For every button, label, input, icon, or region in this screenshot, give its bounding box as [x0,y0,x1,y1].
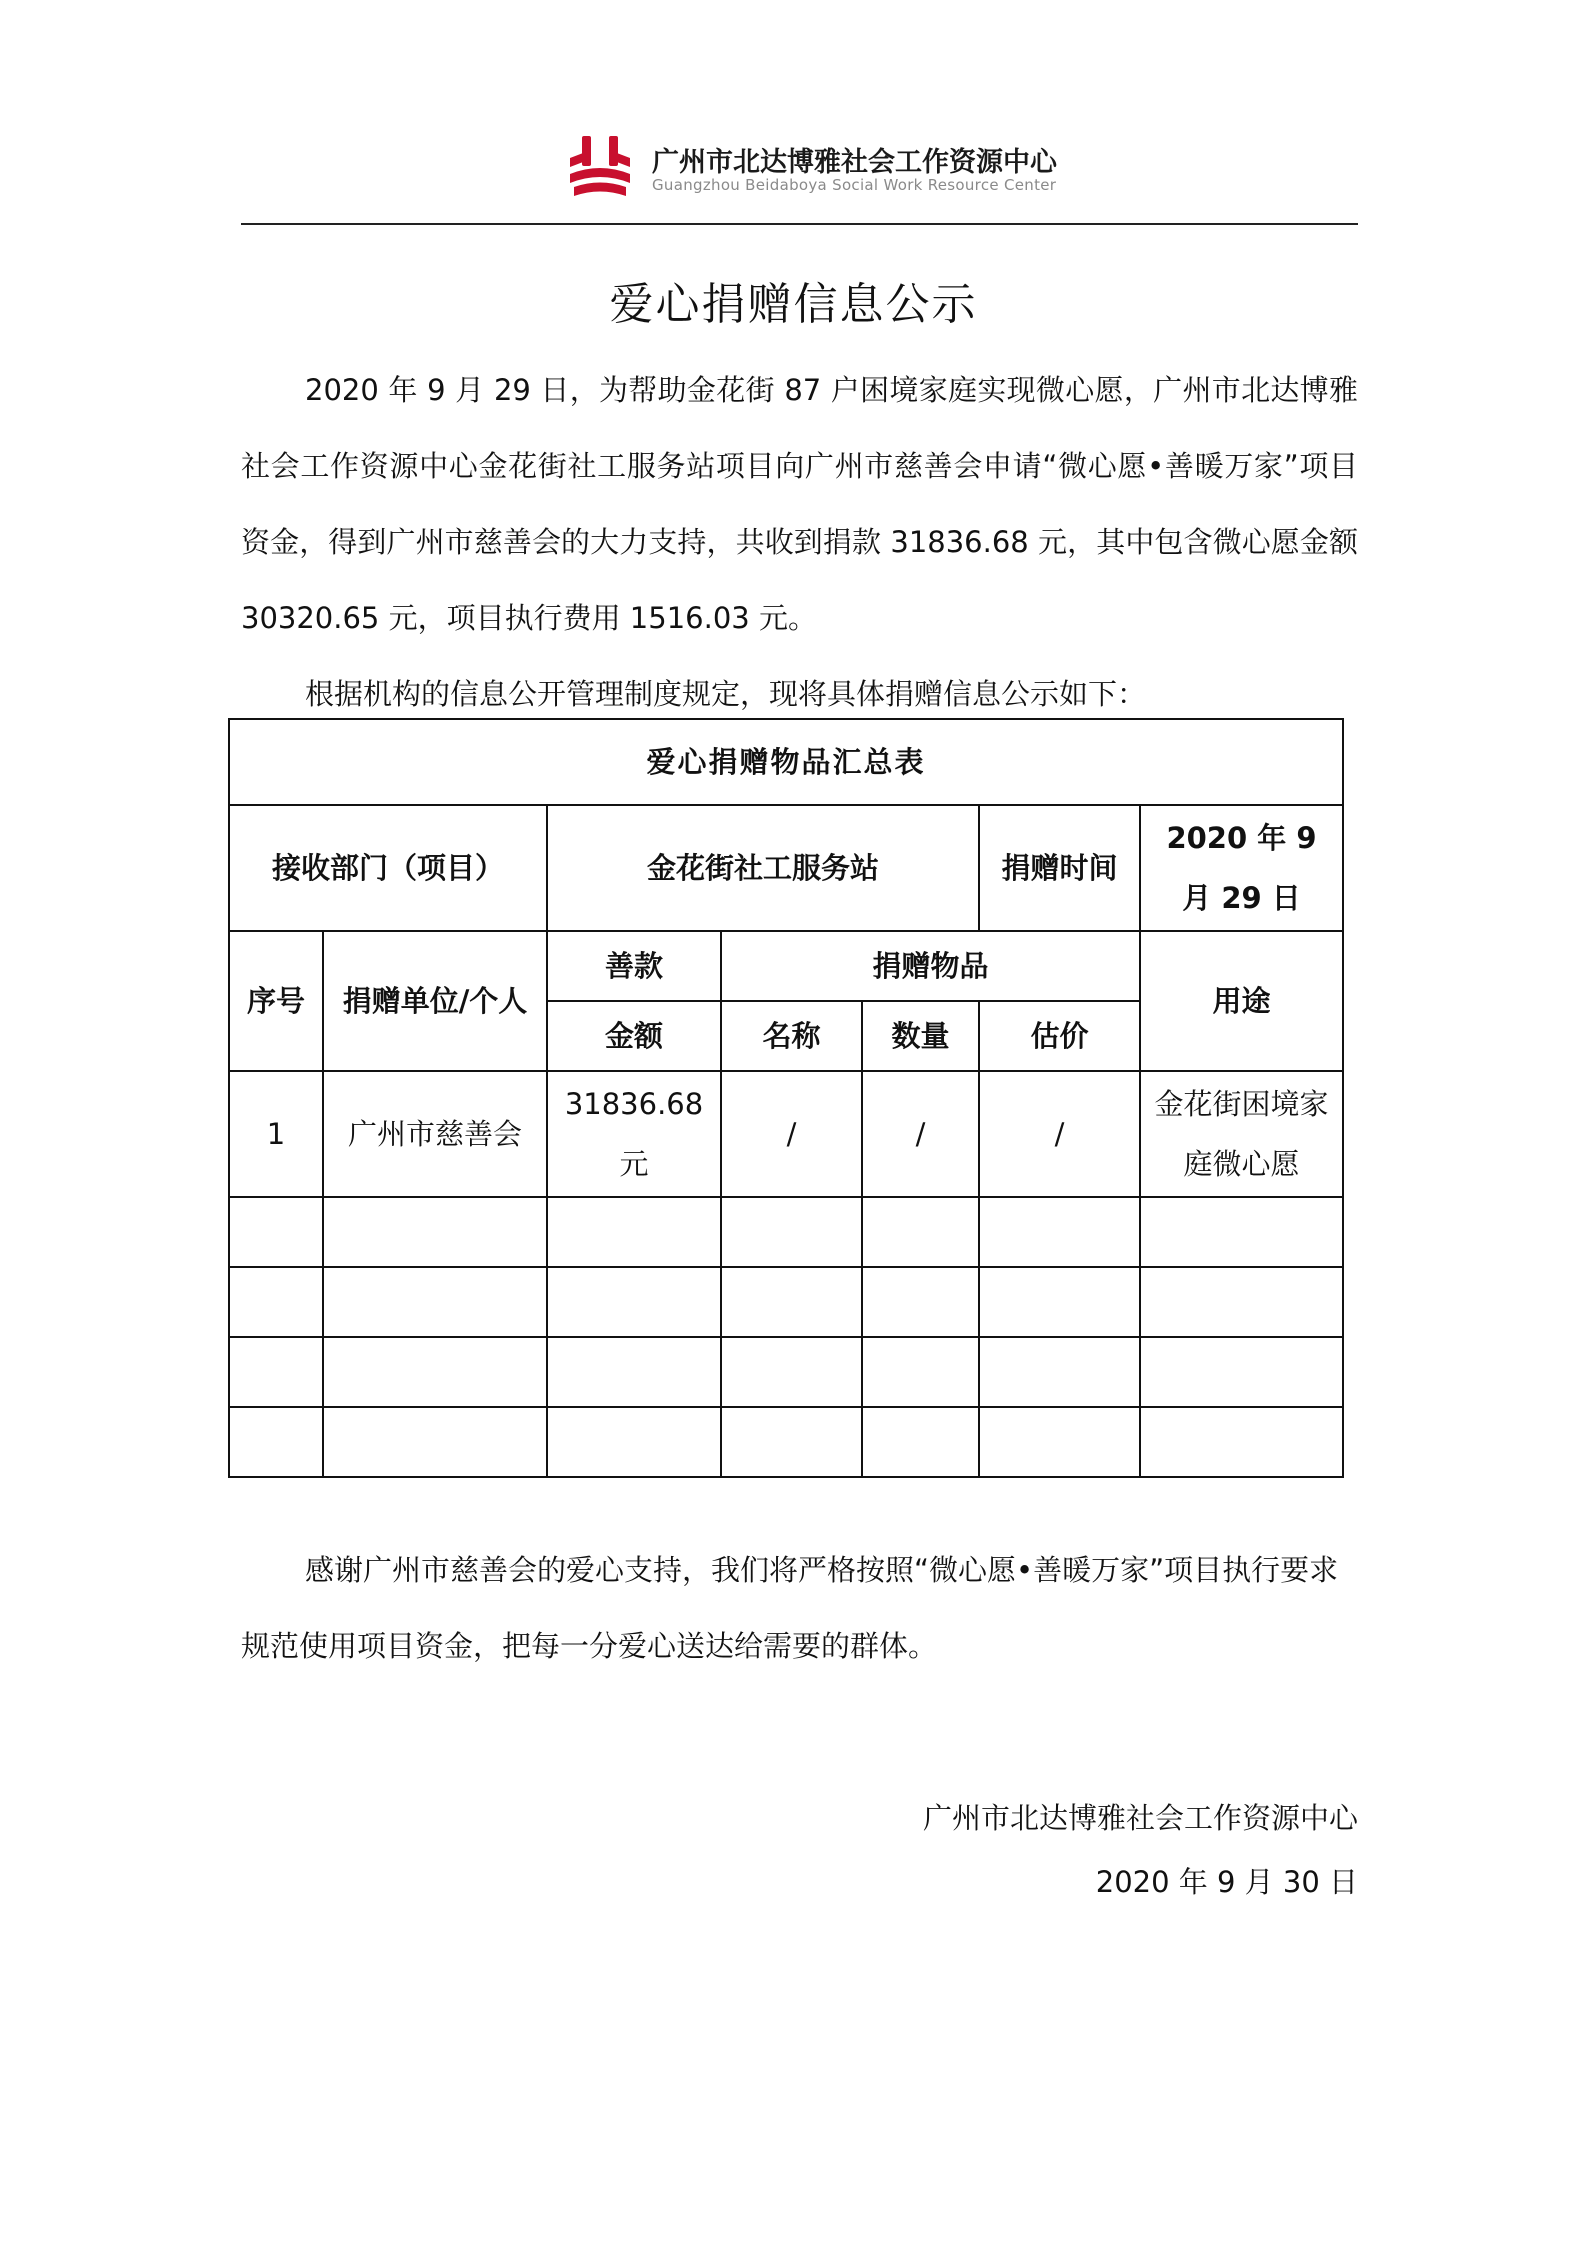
dept-value: 金花街社工服务站 [547,805,979,931]
cell-amount [547,1337,721,1407]
org-name-english: Guangzhou Beidaboya Social Work Resource Center [652,176,1057,194]
cell-qty [862,1337,979,1407]
cell-seq [229,1267,323,1337]
cell-name: / [721,1071,862,1197]
cell-donor: 广州市慈善会 [323,1071,547,1197]
letterhead [568,134,1088,200]
col-header-use: 用途 [1140,931,1343,1071]
header-divider [241,223,1358,225]
cell-use [1140,1267,1343,1337]
table-row [229,1407,1343,1477]
table-row [229,1071,1343,1197]
cell-donor [323,1197,547,1267]
lead-paragraph: 根据机构的信息公开管理制度规定，现将具体捐赠信息公示如下： [305,677,1147,711]
cell-seq [229,1197,323,1267]
cell-name [721,1407,862,1477]
cell-donor [323,1337,547,1407]
table-row [229,1267,1343,1337]
col-header-money: 善款 [547,931,721,1001]
time-value: 2020 年 9 月 29 日 [1140,805,1343,931]
cell-qty [862,1407,979,1477]
signature-org: 广州市北达博雅社会工作资源中心 [922,1801,1358,1835]
cell-seq: 1 [229,1071,323,1197]
cell-amount [547,1407,721,1477]
cell-name [721,1267,862,1337]
cell-name [721,1197,862,1267]
cell-price [979,1197,1140,1267]
col-header-price: 估价 [979,1001,1140,1071]
intro-paragraph: 2020 年 9 月 29 日，为帮助金花街 87 户困境家庭实现微心愿，广州市北达博雅社会工作资源中心金花街社工服务站项目向广州市慈善会申请“微心愿•善暖万家”项目资金，得到广州市慈善会的大力支持，共收到捐款 31836.68 元，其中包含微心愿金额 30320.65 元，项目执行费用 1516.03 元。 [241,373,1358,635]
col-header-name: 名称 [721,1001,862,1071]
table-row [229,1197,1343,1267]
cell-use [1140,1197,1343,1267]
col-header-qty: 数量 [862,1001,979,1071]
cell-seq [229,1337,323,1407]
cell-seq [229,1407,323,1477]
cell-qty [862,1267,979,1337]
cell-use [1140,1337,1343,1407]
cell-qty [862,1197,979,1267]
cell-amount [547,1197,721,1267]
org-name-chinese: 广州市北达博雅社会工作资源中心 [652,147,1057,178]
cell-price [979,1407,1140,1477]
table-row [229,1337,1343,1407]
col-header-amount: 金额 [547,1001,721,1071]
dept-label: 接收部门（项目） [229,805,547,931]
cell-amount [547,1267,721,1337]
signature-block [923,1786,1358,1914]
thanks-paragraph: 感谢广州市慈善会的爱心支持，我们将严格按照“微心愿•善暖万家”项目执行要求规范使用项目资金，把每一分爱心送达给需要的群体。 [241,1553,1339,1663]
cell-qty: / [862,1071,979,1197]
col-header-seq: 序号 [229,931,323,1071]
cell-price [979,1267,1140,1337]
cell-price: / [979,1071,1140,1197]
cell-use: 金花街困境家庭微心愿 [1140,1071,1343,1197]
time-label: 捐赠时间 [979,805,1140,931]
document-title: 爱心捐赠信息公示 [609,279,978,330]
col-header-donor: 捐赠单位/个人 [323,931,547,1071]
cell-price [979,1337,1140,1407]
cell-donor [323,1267,547,1337]
cell-donor [323,1407,547,1477]
cell-use [1140,1407,1343,1477]
donation-summary-table [228,718,1344,1478]
cell-name [721,1337,862,1407]
cell-amount: 31836.68 元 [547,1071,721,1197]
signature-date: 2020 年 9 月 30 日 [1095,1865,1358,1899]
table-title: 爱心捐赠物品汇总表 [229,719,1343,805]
organization-logo-icon [568,134,632,200]
col-header-goods: 捐赠物品 [721,931,1140,1001]
